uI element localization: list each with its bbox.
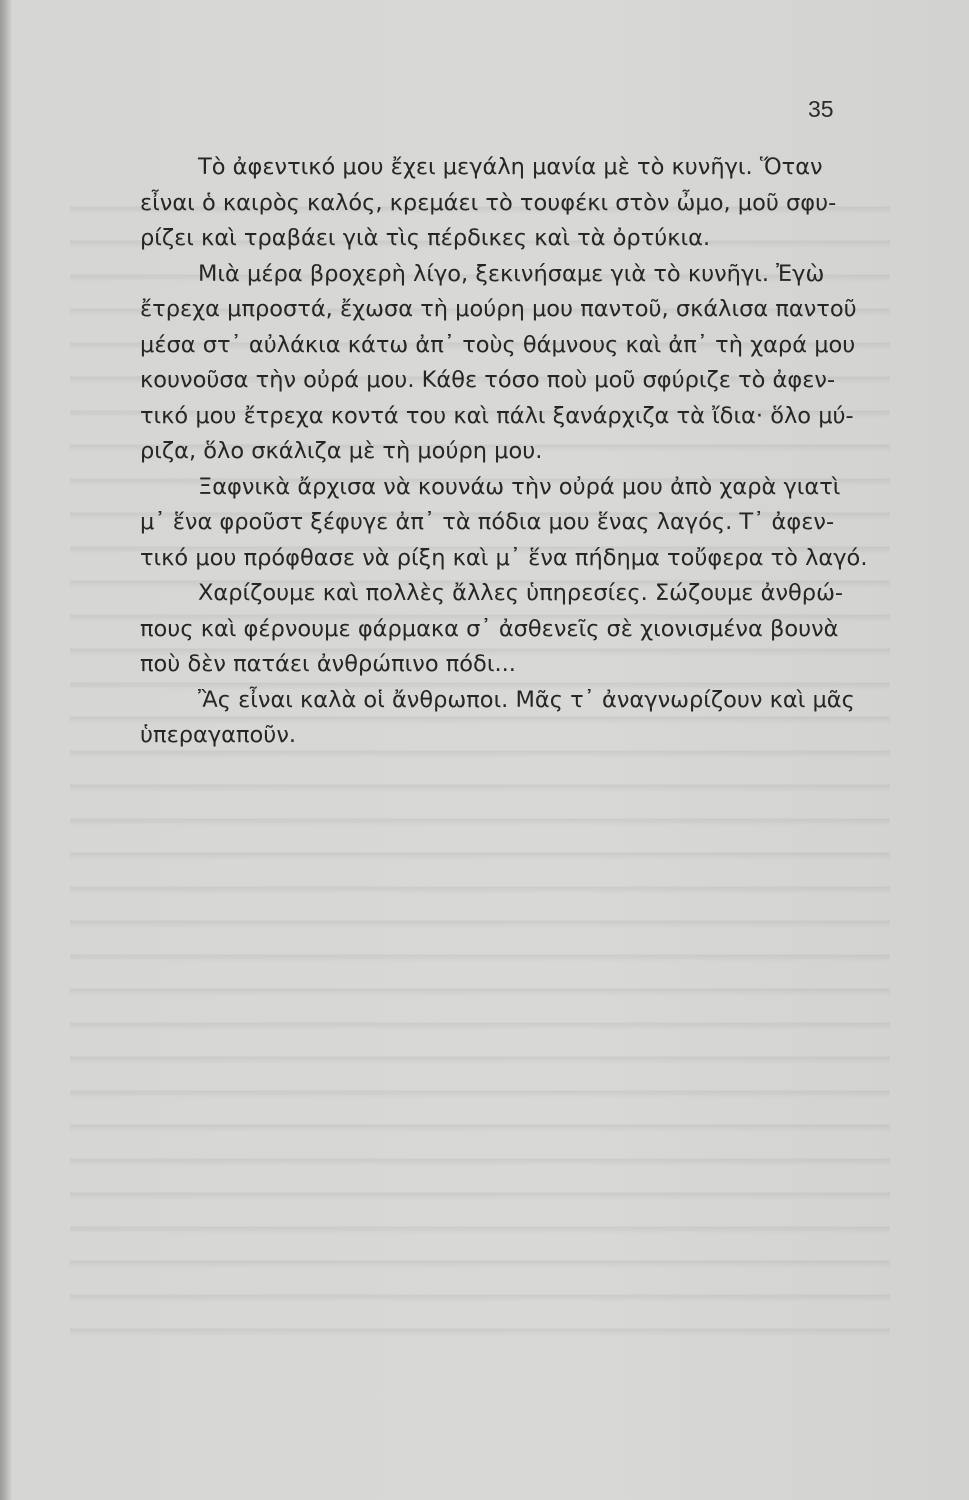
paragraph [82, 470, 868, 577]
text-line: μέσα στ᾿ αὐλάκια κάτω ἀπ᾿ τοὺς θάμνους καὶ ἀπ᾿ τὴ χαρά μου [140, 331, 856, 358]
text-line: ἔτρεχα μπροστά, ἔχωσα τὴ μούρη μου παντοῦ, σκάλισα παντοῦ [140, 296, 857, 322]
text-line: ὑπεραγαποῦν. [140, 722, 297, 748]
text-line: Ἂς εἶναι καλὰ οἱ ἄνθρωποι. Μᾶς τ᾿ ἀναγνωρίζουν καὶ μᾶς [198, 686, 855, 713]
paragraph [82, 150, 864, 257]
text-line: μ᾿ ἕνα φροῦστ ξέφυγε ἀπ᾿ τὰ πόδια μου ἕνας λαγός. Τ᾿ ἀφεν- [140, 509, 835, 535]
text-line: ρίζει καὶ τραβάει γιὰ τὶς πέρδικες καὶ τὰ ὀρτύκια. [140, 225, 711, 251]
text-line: Ξαφνικὰ ἄρχισα νὰ κουνάω τὴν οὐρά μου ἀπὸ χαρὰ γιατὶ [198, 473, 841, 500]
text-line: εἶναι ὁ καιρὸς καλός, κρεμάει τὸ τουφέκι στὸν ὦμο, μοῦ σφυ- [140, 189, 837, 216]
text-line: Τὸ ἀφεντικό μου ἔχει μεγάλη μανία μὲ τὸ κυνῆγι. Ὅταν [198, 154, 823, 180]
text-line: τικό μου ἔτρεχα κοντά του καὶ πάλι ξανάρχιζα τὰ ἴδια· ὅλο μύ- [140, 402, 854, 429]
page-body-text [82, 150, 868, 754]
text-line: Μιὰ μέρα βροχερὴ λίγο, ξεκινήσαμε γιὰ τὸ κυνῆγι. Ἐγὼ [198, 260, 825, 287]
text-line: κουνοῦσα τὴν οὐρά μου. Κάθε τόσο ποὺ μοῦ σφύριζε τὸ ἀφεν- [140, 367, 836, 393]
paragraph [82, 576, 864, 683]
paragraph [82, 257, 864, 470]
paragraph [82, 683, 864, 754]
text-line: πους καὶ φέρνουμε φάρμακα σ᾿ ἀσθενεῖς σὲ χιονισμένα βουνὰ [140, 615, 839, 642]
binding-shadow [0, 0, 12, 1500]
text-line: Χαρίζουμε καὶ πολλὲς ἄλλες ὑπηρεσίες. Σώζουμε ἀνθρώ- [198, 580, 844, 606]
text-line: ποὺ δὲν πατάει ἀνθρώπινο πόδι... [140, 651, 516, 677]
page-number: 35 [808, 96, 834, 122]
text-line: ριζα, ὅλο σκάλιζα μὲ τὴ μούρη μου. [140, 438, 543, 464]
text-line: τικό μου πρόφθασε νὰ ρίξη καὶ μ᾿ ἕνα πήδημα τοὔφερα τὸ λαγό. [140, 544, 868, 571]
